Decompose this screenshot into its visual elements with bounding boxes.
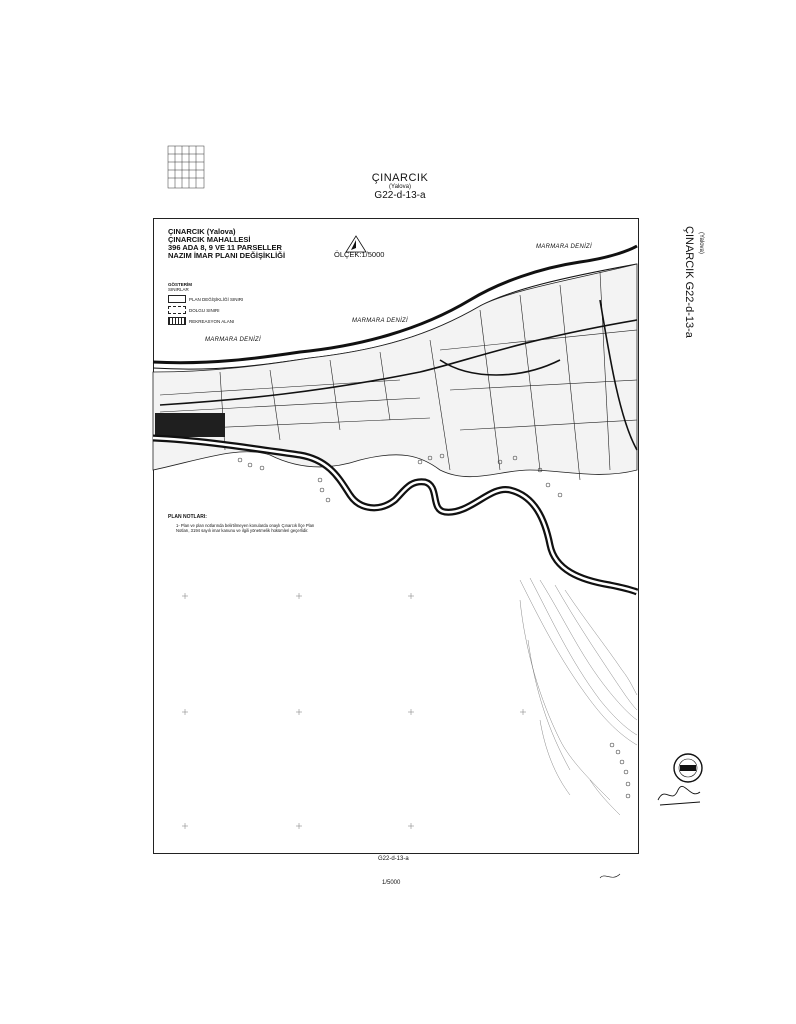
plan-title [168,228,285,260]
signature-icon [658,786,700,805]
legend-item [168,306,243,314]
sea-label: MARMARA DENİZİ [536,244,592,250]
plan-notes [168,514,318,533]
footer-scale: 1/5000 [382,880,401,886]
sea-label: MARMARA DENİZİ [205,337,261,343]
legend-item [168,295,243,303]
sheet-number: G22-d-13-a [374,190,426,201]
legend-title: GÖSTERİM [168,282,193,287]
side-sheet-title: ÇINARCIK G22-d-13-a [683,226,695,338]
stamp-seal-icon [674,754,702,782]
title-block [300,172,500,201]
legend-label: DOLGU SINIRI [189,307,220,313]
plan-scale: ÖLÇEK:1/5000 [334,250,385,259]
legend-label: PLAN DEĞİŞİKLİĞİ SINIRI [189,296,244,302]
notes-text: 1- Plan ve plan notlarında belirtilmeyen konularda onaylı Çınarcık İlçe Plan Notları, 3194 sayılı imar kanunu ve ilgili yönetmelik hükümleri geçerlidir. [176,523,315,533]
notes-title: PLAN NOTLARI: [168,514,207,520]
plan-line-3: 396 ADA 8, 9 VE 11 PARSELLER [168,243,282,252]
sea-label: MARMARA DENİZİ [352,318,408,324]
plan-line-2: ÇINARCIK MAHALLESİ [168,235,251,244]
plan-line-1: ÇINARCIK (Yalova) [168,227,236,236]
legend-label: REKREASYON ALANI [189,318,235,324]
legend-swatch [168,295,186,303]
province-label: (Yalova) [389,184,411,190]
legend-swatch [168,317,186,325]
legend-item [168,317,243,325]
plan-line-4: NAZIM İMAR PLANI DEĞİŞİKLİĞİ [168,251,286,260]
legend-swatch [168,306,186,314]
footer-sheet: G22-d-13-a [378,856,409,862]
side-province: (Yalova) [698,232,704,254]
legend [168,282,243,325]
city-title: ÇINARCIK [371,172,429,184]
legend-subtitle: SINIRLAR [168,287,189,292]
